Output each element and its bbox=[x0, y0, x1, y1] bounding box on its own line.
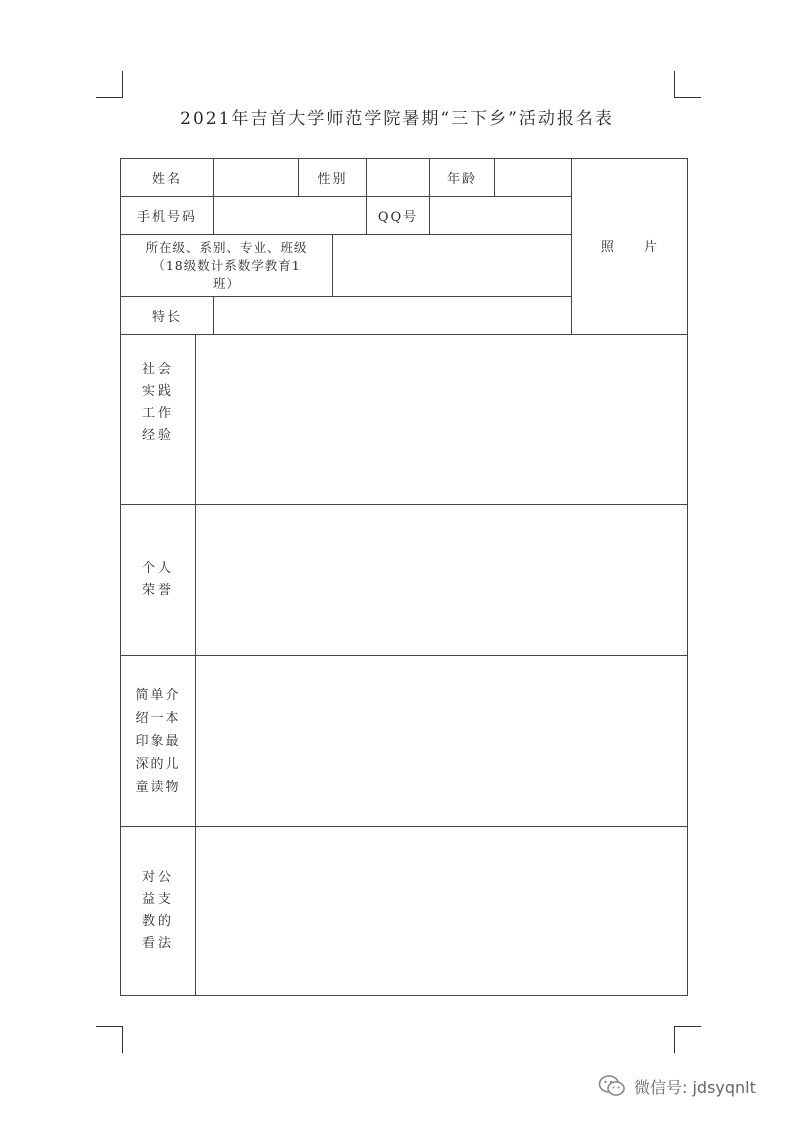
registration-form-table bbox=[120, 158, 688, 996]
class-info-field[interactable] bbox=[333, 235, 572, 297]
qq-label: QQ号 bbox=[367, 197, 430, 235]
charity-view-label: 对公益支教的看法 bbox=[141, 870, 174, 951]
childrens-book-field[interactable] bbox=[196, 656, 688, 827]
personal-honor-label-cell bbox=[121, 505, 196, 656]
name-label: 姓名 bbox=[121, 159, 214, 197]
phone-field[interactable] bbox=[214, 197, 367, 235]
crop-mark-top-left bbox=[96, 71, 123, 98]
charity-view-label-cell bbox=[121, 827, 196, 995]
age-field[interactable] bbox=[495, 159, 572, 197]
gender-label: 性别 bbox=[299, 159, 367, 197]
class-label-line2: （18级数计系数学教育1 bbox=[152, 257, 301, 273]
gender-field[interactable] bbox=[367, 159, 430, 197]
charity-view-field[interactable] bbox=[196, 827, 688, 995]
wechat-icon bbox=[598, 1074, 626, 1098]
name-field[interactable] bbox=[214, 159, 299, 197]
crop-mark-bottom-right bbox=[674, 1026, 701, 1053]
crop-mark-bottom-left bbox=[96, 1026, 123, 1053]
childrens-book-label-cell bbox=[121, 656, 196, 827]
class-label-line3: 班） bbox=[212, 275, 240, 291]
personal-honor-label: 个人荣誉 bbox=[141, 561, 174, 598]
social-practice-label-cell bbox=[121, 335, 196, 505]
class-label-line1: 所在级、系别、专业、班级 bbox=[145, 239, 308, 255]
qq-field[interactable] bbox=[430, 197, 572, 235]
form-title: 2021年吉首大学师范学院暑期“三下乡”活动报名表 bbox=[180, 109, 614, 129]
photo-label: 照 片 bbox=[600, 240, 660, 255]
photo-box[interactable] bbox=[572, 159, 688, 335]
watermark-text: 微信号: jdsyqnlt bbox=[634, 1077, 756, 1097]
wechat-watermark bbox=[598, 1074, 756, 1098]
phone-label: 手机号码 bbox=[121, 197, 214, 235]
social-practice-field[interactable] bbox=[196, 335, 688, 505]
skill-label: 特长 bbox=[121, 297, 214, 335]
age-label: 年龄 bbox=[430, 159, 495, 197]
personal-honor-field[interactable] bbox=[196, 505, 688, 656]
crop-mark-top-right bbox=[674, 71, 701, 98]
social-practice-label: 社会实践工作经验 bbox=[141, 361, 174, 443]
skill-field[interactable] bbox=[214, 297, 572, 335]
class-info-label bbox=[121, 235, 333, 297]
childrens-book-label: 简单介绍一本印象最深的儿童读物 bbox=[135, 687, 181, 795]
